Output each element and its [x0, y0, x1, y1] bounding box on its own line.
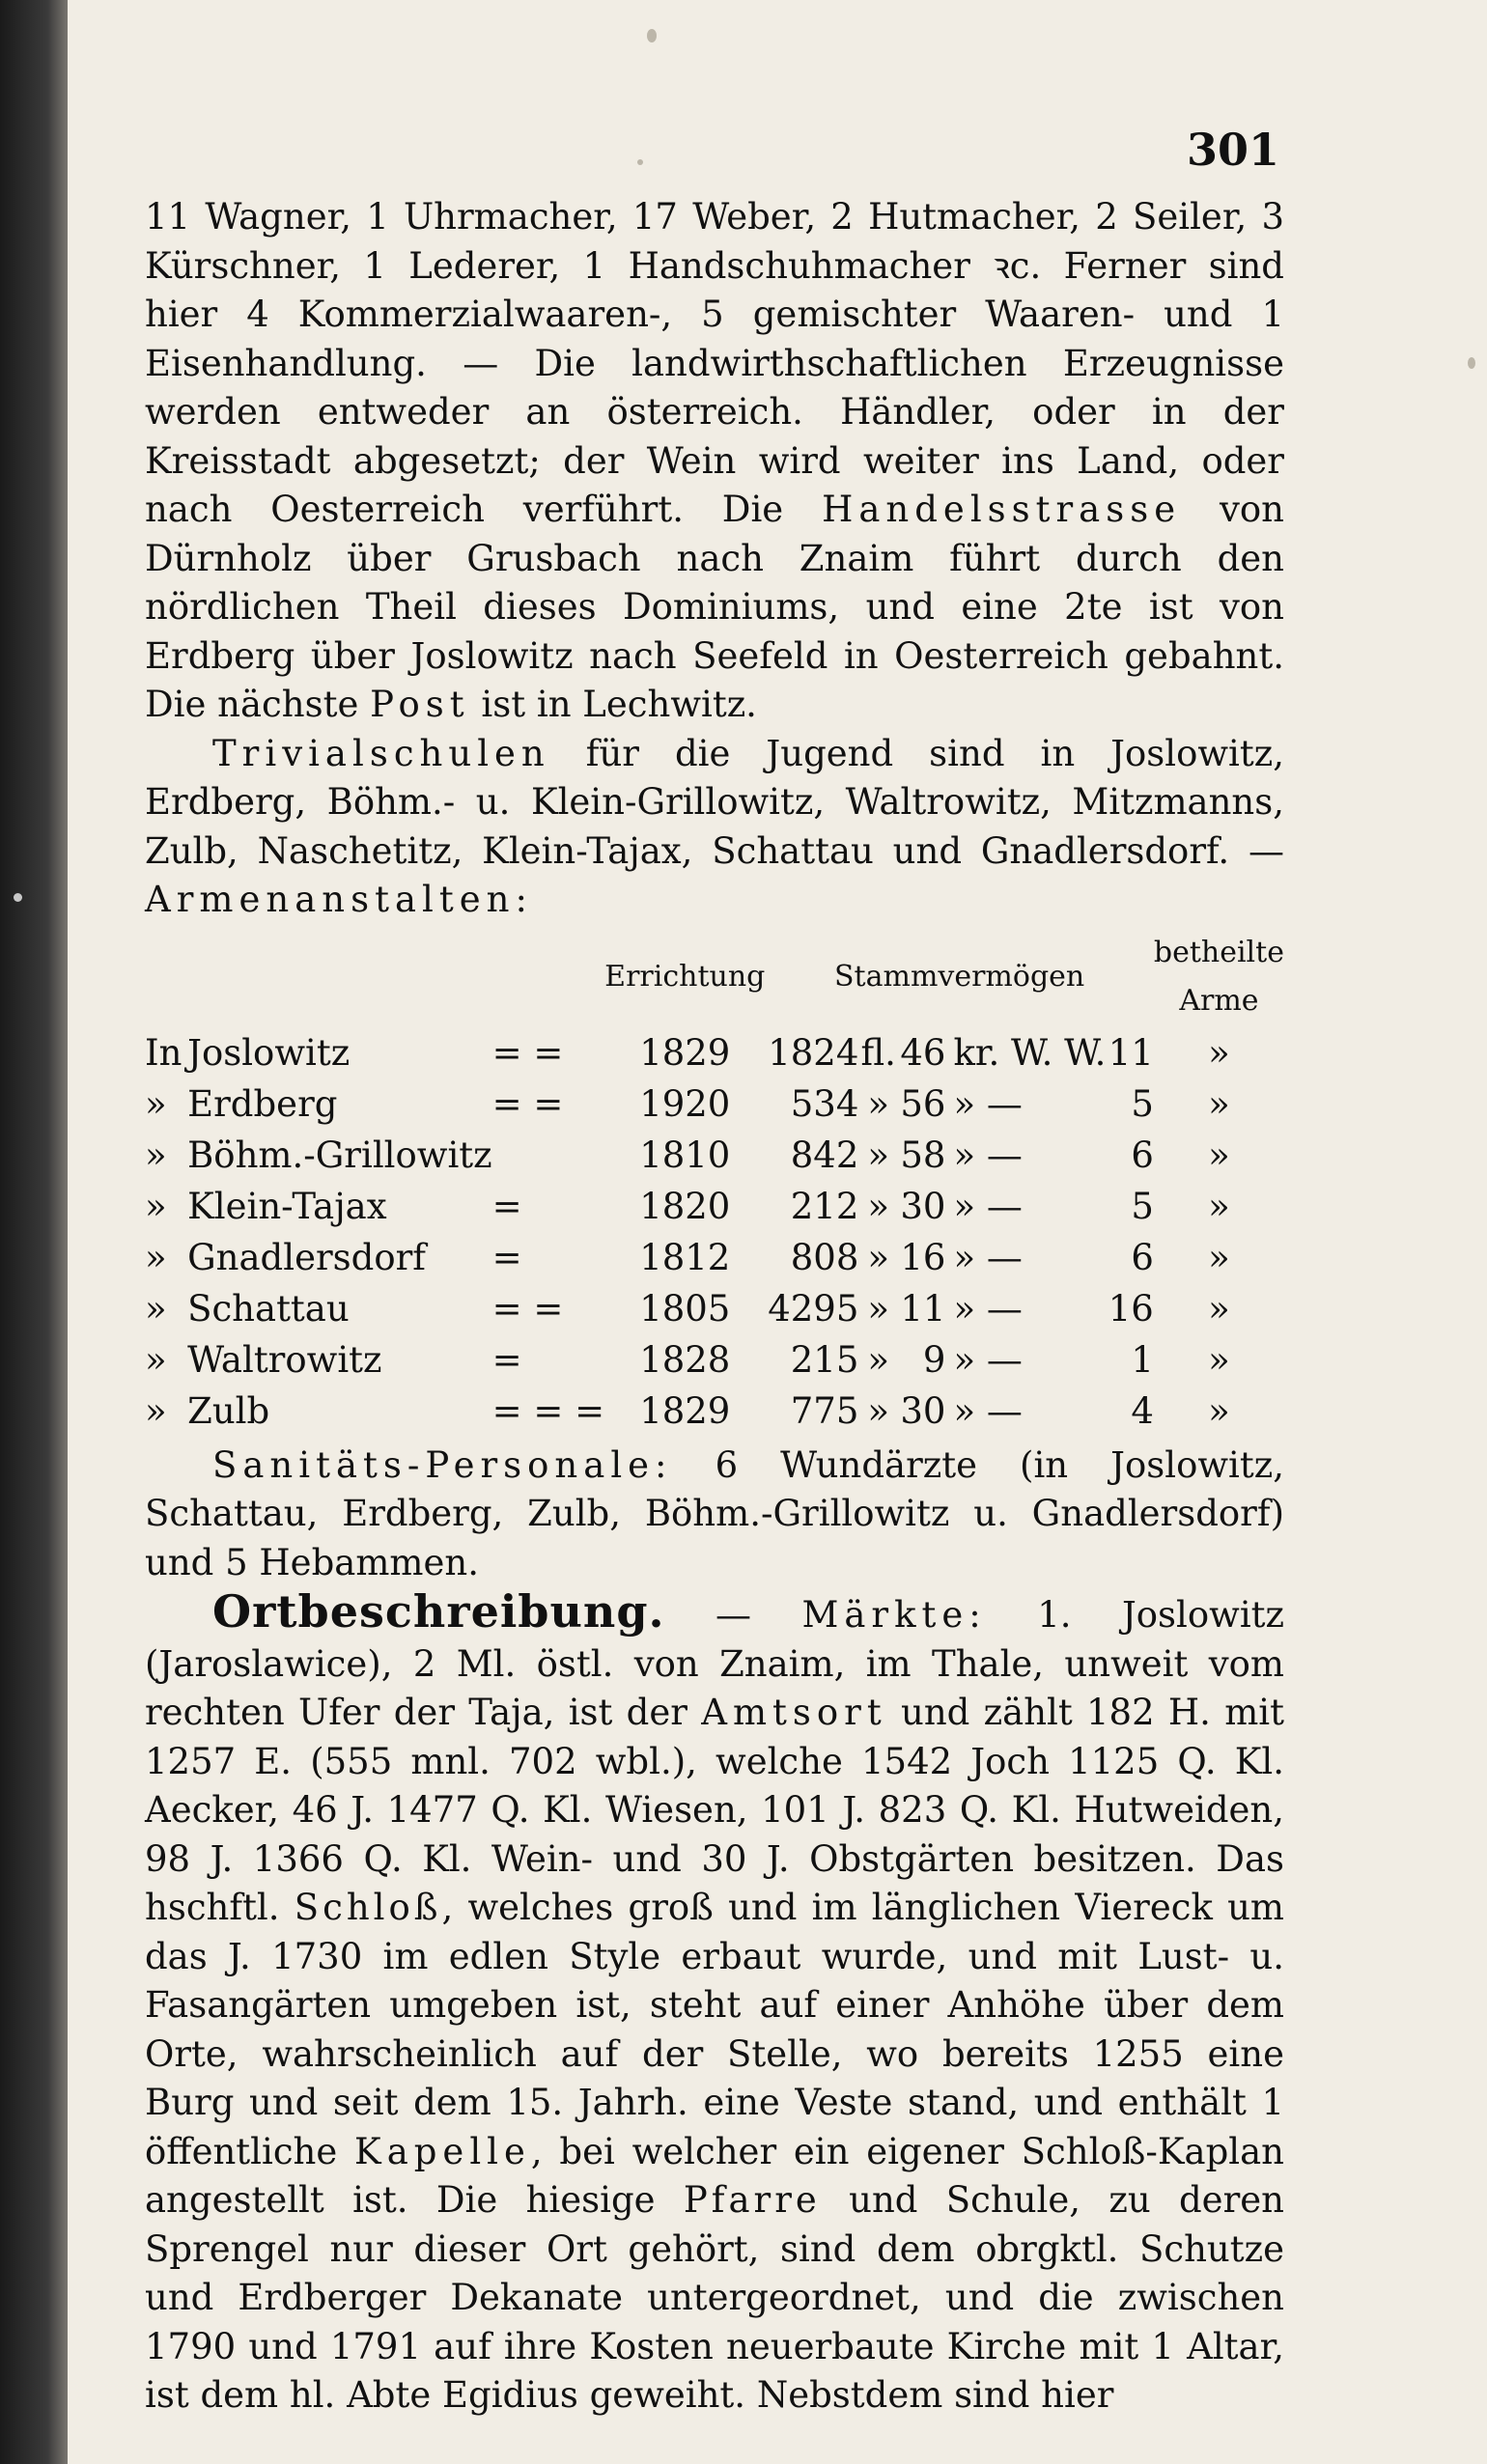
header-stammvermoegen: Stammvermögen: [834, 959, 1085, 994]
table-cell-prefix: »: [145, 1082, 167, 1125]
emphasis-maerkte: Märkte:: [801, 1594, 987, 1636]
table-cell-fl: 4295: [768, 1287, 859, 1330]
table-cell-place: Zulb: [187, 1389, 270, 1432]
table-cell-prefix: »: [145, 1236, 167, 1278]
text-run: von Dürnholz über Grusbach nach Znaim führt durch den nördlichen Theil dieses Dominiums, und eine 2te ist von Erdberg über Joslowitz nach Seefeld in Oesterreich gebahnt. Die nächste: [145, 489, 1284, 725]
text-run: —: [715, 1594, 751, 1636]
emphasis-schloss: Schloß: [294, 1887, 442, 1928]
table-cell-arme-unit: »: [1208, 1082, 1230, 1125]
ink-spot: [647, 29, 657, 42]
emphasis-handelsstrasse: Handelsstrasse: [822, 489, 1182, 530]
table-cell-year: 1820: [639, 1185, 731, 1227]
table-cell-kr: 9: [922, 1338, 946, 1381]
page-number: 301: [1186, 124, 1279, 176]
text-run: , welches groß und im länglichen Viereck um das J. 1730 im edlen Style erbaut wurde, und mit Lust- u. Fasangärten umgeben ist, steht auf einer Anhöhe über dem Orte, wahrscheinlich auf der Stelle, wo bereits 1255 eine Burg und seit dem 15. Jahrh. eine Veste stand, und enthält 1 öffentliche: [145, 1887, 1284, 2172]
table-cell-kr: 11: [900, 1287, 946, 1330]
table-cell-place: Waltrowitz: [187, 1338, 382, 1381]
emphasis-amtsort: Amtsort: [701, 1692, 887, 1733]
table-cell-kr-unit: » —: [953, 1082, 1023, 1125]
header-arme: betheilte Arme: [1153, 935, 1284, 1018]
table-cell-fl: 215: [790, 1338, 859, 1381]
emphasis-pfarre: Pfarre: [683, 2179, 821, 2221]
table-cell-place: Schattau: [187, 1287, 350, 1330]
table-cell-arme: 5: [1131, 1082, 1154, 1125]
paragraph-trades: [145, 193, 1284, 730]
paragraph-ortbeschreibung: [145, 1587, 1284, 2421]
page-body: [145, 193, 1284, 2421]
header-errichtung: Errichtung: [604, 959, 766, 994]
table-cell-kr-unit: » —: [953, 1287, 1023, 1330]
text-run: 1. Joslowitz (Jaroslawice), 2 Ml. östl. von Znaim, im Thale, unweit vom rechten Ufer der Taja, ist der: [145, 1594, 1285, 1733]
table-cell-place: Joslowitz: [187, 1031, 351, 1074]
table-cell-fl: 1824: [768, 1031, 859, 1074]
table-cell-arme-unit: »: [1208, 1389, 1230, 1432]
table-cell-arme: 6: [1131, 1236, 1154, 1278]
table-header-row: [145, 929, 1284, 1028]
table-cell-kr: 30: [900, 1389, 946, 1432]
table-cell-year: 1810: [639, 1134, 731, 1176]
table-cell-ditto: = =: [491, 1287, 564, 1330]
table-cell-prefix: »: [145, 1134, 167, 1176]
table-cell-arme-unit: »: [1208, 1134, 1230, 1176]
table-cell-place: Klein-Tajax: [187, 1185, 387, 1227]
table-cell-ditto: =: [491, 1338, 522, 1381]
table-cell-year: 1920: [639, 1082, 731, 1125]
table-cell-arme: 1: [1131, 1338, 1154, 1381]
table-cell-ditto: = =: [491, 1082, 564, 1125]
table-cell-arme: 6: [1131, 1134, 1154, 1176]
table-cell-prefix: »: [145, 1338, 167, 1381]
table-cell-ditto: = = =: [491, 1389, 605, 1432]
text-run: und zählt 182 H. mit 1257 E. (555 mnl. 702 wbl.), welche 1542 Joch 1125 Q. Kl. Aecker, 46 J. 1477 Q. Kl. Wiesen, 101 J. 823 Q. Kl. Hutweiden, 98 J. 1366 Q. Kl. Wein- und 30 J. Obstgärten besitzen. Das hschftl.: [145, 1692, 1284, 1928]
book-gutter: [0, 0, 68, 2464]
table-cell-fl-unit: »: [867, 1185, 890, 1227]
table-cell-year: 1829: [639, 1031, 731, 1074]
table-cell-fl: 775: [790, 1389, 859, 1432]
text-run: , bei welcher ein eigener Schloß-Kaplan angestellt ist. Die hiesige: [145, 2130, 1285, 2221]
table-cell-arme-unit: »: [1208, 1338, 1230, 1381]
table-cell-fl-unit: fl.: [860, 1031, 896, 1074]
ink-spot: [637, 159, 643, 165]
table-row: [145, 1182, 1284, 1233]
table-cell-kr-unit: kr. W. W.: [953, 1031, 1107, 1074]
text-run: für die Jugend sind in Joslowitz, Erdberg, Böhm.- u. Klein-Grillowitz, Waltrowitz, Mitzmanns, Zulb, Naschetitz, Klein-Tajax, Schattau und Gnadlersdorf. —: [145, 732, 1285, 872]
table-cell-arme: 4: [1131, 1389, 1154, 1432]
text-run: ist in Lechwitz.: [481, 684, 757, 725]
table-cell-fl-unit: »: [867, 1236, 890, 1278]
ink-spot: [14, 893, 22, 902]
emphasis-trivialschulen: Trivialschulen: [212, 732, 550, 774]
table-row: [145, 1233, 1284, 1284]
table-cell-arme: 11: [1108, 1031, 1154, 1074]
poor-institutions-table: [145, 929, 1284, 1438]
table-cell-fl: 808: [790, 1236, 859, 1278]
table-cell-year: 1828: [639, 1338, 731, 1381]
table-cell-place: Gnadlersdorf: [187, 1236, 426, 1278]
table-cell-fl-unit: »: [867, 1134, 890, 1176]
emphasis-post: Post: [370, 684, 470, 725]
table-cell-ditto: =: [491, 1185, 522, 1227]
table-cell-kr-unit: » —: [953, 1185, 1023, 1227]
table-cell-year: 1829: [639, 1389, 731, 1432]
table-row: [145, 1386, 1284, 1438]
table-cell-fl: 534: [790, 1082, 859, 1125]
table-cell-arme-unit: »: [1208, 1236, 1230, 1278]
table-cell-place: Erdberg: [187, 1082, 338, 1125]
paragraph-sanitaet: [145, 1442, 1284, 1588]
table-row: [145, 1028, 1284, 1079]
text-run: 11 Wagner, 1 Uhrmacher, 17 Weber, 2 Hutmacher, 2 Seiler, 3 Kürschner, 1 Lederer, 1 Handschuhmacher ꝛc. Ferner sind hier 4 Kommerzialwaaren-, 5 gemischter Waaren- und 1 Eisenhandlung. — Die landwirthschaftlichen Erzeugnisse werden entweder an österreich. Händler, oder in der Kreisstadt abgesetzt; der Wein wird weiter ins Land, oder nach Oesterreich verführt. Die: [145, 196, 1284, 530]
table-cell-arme: 5: [1131, 1185, 1154, 1227]
table-cell-place: Böhm.-Grillowitz: [187, 1134, 492, 1176]
table-cell-prefix: In: [145, 1031, 182, 1074]
table-cell-fl-unit: »: [867, 1287, 890, 1330]
table-cell-prefix: »: [145, 1185, 167, 1227]
table-cell-kr: 16: [900, 1236, 946, 1278]
table-cell-kr: 56: [900, 1082, 946, 1125]
table-cell-ditto: [492, 1131, 605, 1182]
emphasis-kapelle: Kapelle: [354, 2130, 531, 2172]
table-cell-fl: 212: [790, 1185, 859, 1227]
table-cell-kr-unit: » —: [953, 1338, 1023, 1381]
table-row: [145, 1284, 1284, 1335]
emphasis-armenanstalten: Armenanstalten:: [145, 879, 533, 920]
table-cell-kr-unit: » —: [953, 1389, 1023, 1432]
ink-spot: [1468, 357, 1475, 369]
table-cell-ditto: =: [491, 1236, 522, 1278]
table-row: [145, 1079, 1284, 1131]
table-cell-fl: 842: [790, 1134, 859, 1176]
table-cell-arme-unit: »: [1208, 1185, 1230, 1227]
table-cell-prefix: »: [145, 1287, 167, 1330]
table-cell-fl-unit: »: [867, 1389, 890, 1432]
text-run: 6 Wundärzte (in Joslowitz, Schattau, Erdberg, Zulb, Böhm.-Grillowitz u. Gnadlersdorf) und 5 Hebammen.: [145, 1443, 1284, 1583]
text-run: und Schule, zu deren Sprengel nur dieser Ort gehört, sind dem obrgktl. Schutze und Erdberger Dekanate untergeordnet, und die zwischen 1790 und 1791 auf ihre Kosten neuerbaute Kirche mit 1 Altar, ist dem hl. Abte Egidius geweiht. Nebstdem sind hier: [145, 2179, 1284, 2416]
table-cell-arme-unit: »: [1208, 1287, 1230, 1330]
table-cell-year: 1812: [639, 1236, 731, 1278]
table-cell-kr: 46: [900, 1031, 946, 1074]
table-cell-fl-unit: »: [867, 1082, 890, 1125]
table-cell-fl-unit: »: [867, 1338, 890, 1381]
table-cell-year: 1805: [639, 1287, 731, 1330]
table-cell-kr-unit: » —: [953, 1134, 1023, 1176]
table-cell-arme-unit: »: [1208, 1031, 1230, 1074]
emphasis-sanitaets-personale: Sanitäts-Personale:: [212, 1443, 673, 1486]
table-cell-ditto: = =: [491, 1031, 564, 1074]
table-cell-kr: 58: [900, 1134, 946, 1176]
table-cell-kr-unit: » —: [953, 1236, 1023, 1278]
table-cell-prefix: »: [145, 1389, 167, 1432]
table-row: [145, 1131, 1284, 1182]
section-heading: Ortbeschreibung.: [212, 1585, 665, 1638]
table-row: [145, 1335, 1284, 1386]
table-cell-arme: 16: [1108, 1287, 1154, 1330]
paragraph-schools: [145, 730, 1284, 925]
table-cell-kr: 30: [900, 1185, 946, 1227]
